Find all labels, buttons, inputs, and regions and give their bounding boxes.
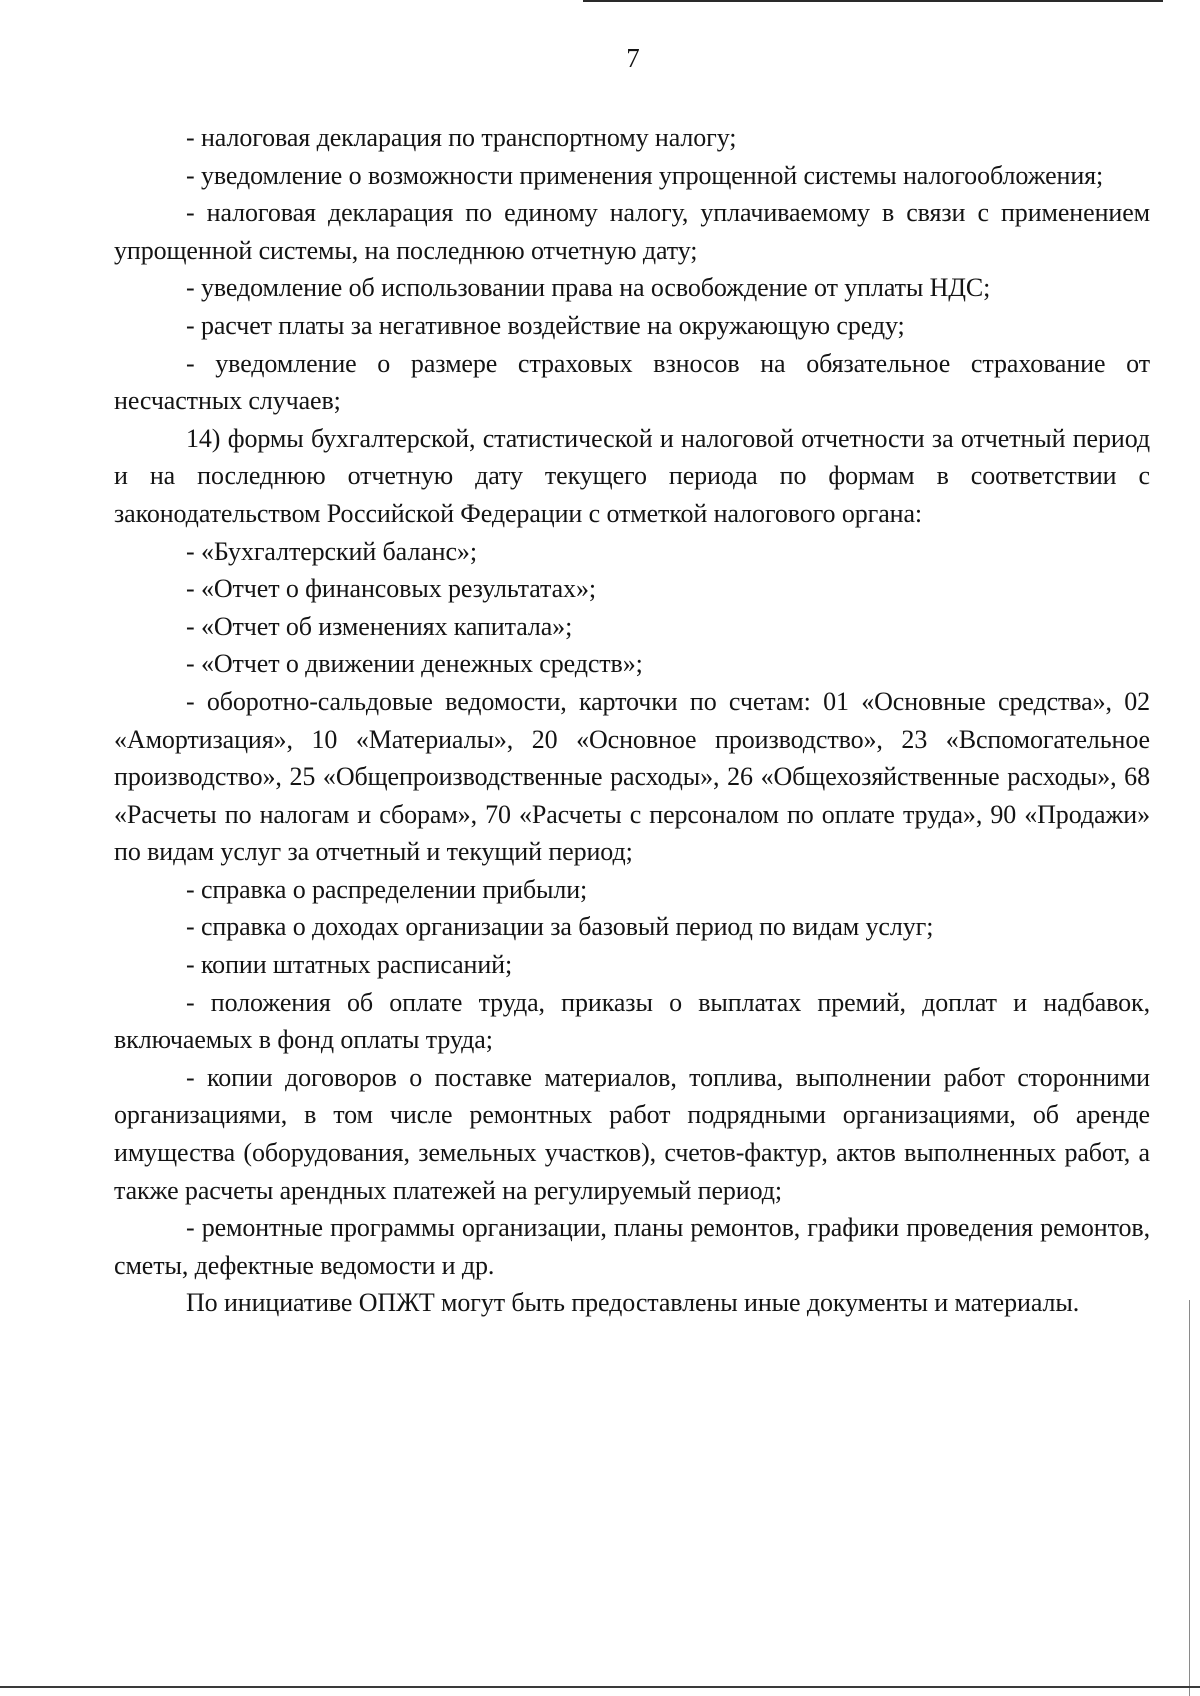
paragraph-simplified-system-notice: - уведомление о возможности применения упрощенной системы налогообложения; <box>186 160 1104 190</box>
paragraph-staff-schedules: - копии штатных расписаний; <box>186 950 513 980</box>
paragraph-balance-sheet: - «Бухгалтерский баланс»; <box>186 536 477 566</box>
document-body <box>114 119 1150 1322</box>
paragraph-capital-changes: - «Отчет об изменениях капитала»; <box>186 611 573 641</box>
paragraph-trial-balance-accounts: - оборотно-сальдовые ведомости, карточки по счетам: 01 «Основные средства», 02 «Амортизация», 10 «Материалы», 20 «Основное производство», 23 «Вспомогательное производство», 25 «Общепроизводственные расходы», 26 «Общехозяйственные расходы», 68 «Расчеты по налогам и сборам», 70 «Расчеты с персоналом по оплате труда», 90 «Продажи» по видам услуг за отчетный и текущий период; <box>114 686 1150 867</box>
paragraph-insurance-contributions: - уведомление о размере страховых взносов на обязательное страхование от несчастных случаев; <box>114 348 1150 416</box>
paragraph-repair-programs: - ремонтные программы организации, планы ремонтов, графики проведения ремонтов, сметы, дефектные ведомости и др. <box>114 1213 1150 1280</box>
page-number: 7 <box>626 43 640 73</box>
paragraph-remuneration-regulations: - положения об оплате труда, приказы о выплатах премий, доплат и надбавок, включаемых в фонд оплаты труда; <box>114 987 1150 1055</box>
scan-edge-right <box>1189 1300 1190 1696</box>
paragraph-single-tax-declaration: - налоговая декларация по единому налогу, уплачиваемому в связи с применением упрощенной системы, на последнюю отчетную дату; <box>114 198 1150 265</box>
scan-edge-bottom <box>0 1686 1200 1688</box>
paragraph-vat-exemption-notice: - уведомление об использовании права на освобождение от уплаты НДС; <box>186 273 991 303</box>
paragraph-profit-distribution: - справка о распределении прибыли; <box>186 874 588 904</box>
paragraph-environmental-fee: - расчет платы за негативное воздействие на окружающую среду; <box>186 310 905 340</box>
paragraph-item-14-reporting-forms: 14) формы бухгалтерской, статистической и налоговой отчетности за отчетный период и на последнюю отчетную дату текущего периода по формам в соответствии с законодательством Российской Федерации с отметкой налогового органа: <box>114 423 1150 528</box>
paragraph-transport-tax-declaration: - налоговая декларация по транспортному налогу; <box>186 123 737 152</box>
paragraph-additional-documents: По инициативе ОПЖТ могут быть предоставлены иные документы и материалы. <box>186 1288 1080 1318</box>
paragraph-cash-flow: - «Отчет о движении денежных средств»; <box>186 649 643 679</box>
scan-edge-top <box>583 0 1163 2</box>
paragraph-financial-results: - «Отчет о финансовых результатах»; <box>186 574 596 604</box>
paragraph-income-statement: - справка о доходах организации за базовый период по видам услуг; <box>186 912 934 942</box>
paragraph-contract-copies: - копии договоров о поставке материалов, топлива, выполнении работ сторонними организациями, в том числе ремонтных работ подрядными организациями, об аренде имущества (оборудования, земельных участков), счетов-фактур, актов выполненных работ, а также расчеты арендных платежей на регулируемый период; <box>114 1062 1150 1205</box>
